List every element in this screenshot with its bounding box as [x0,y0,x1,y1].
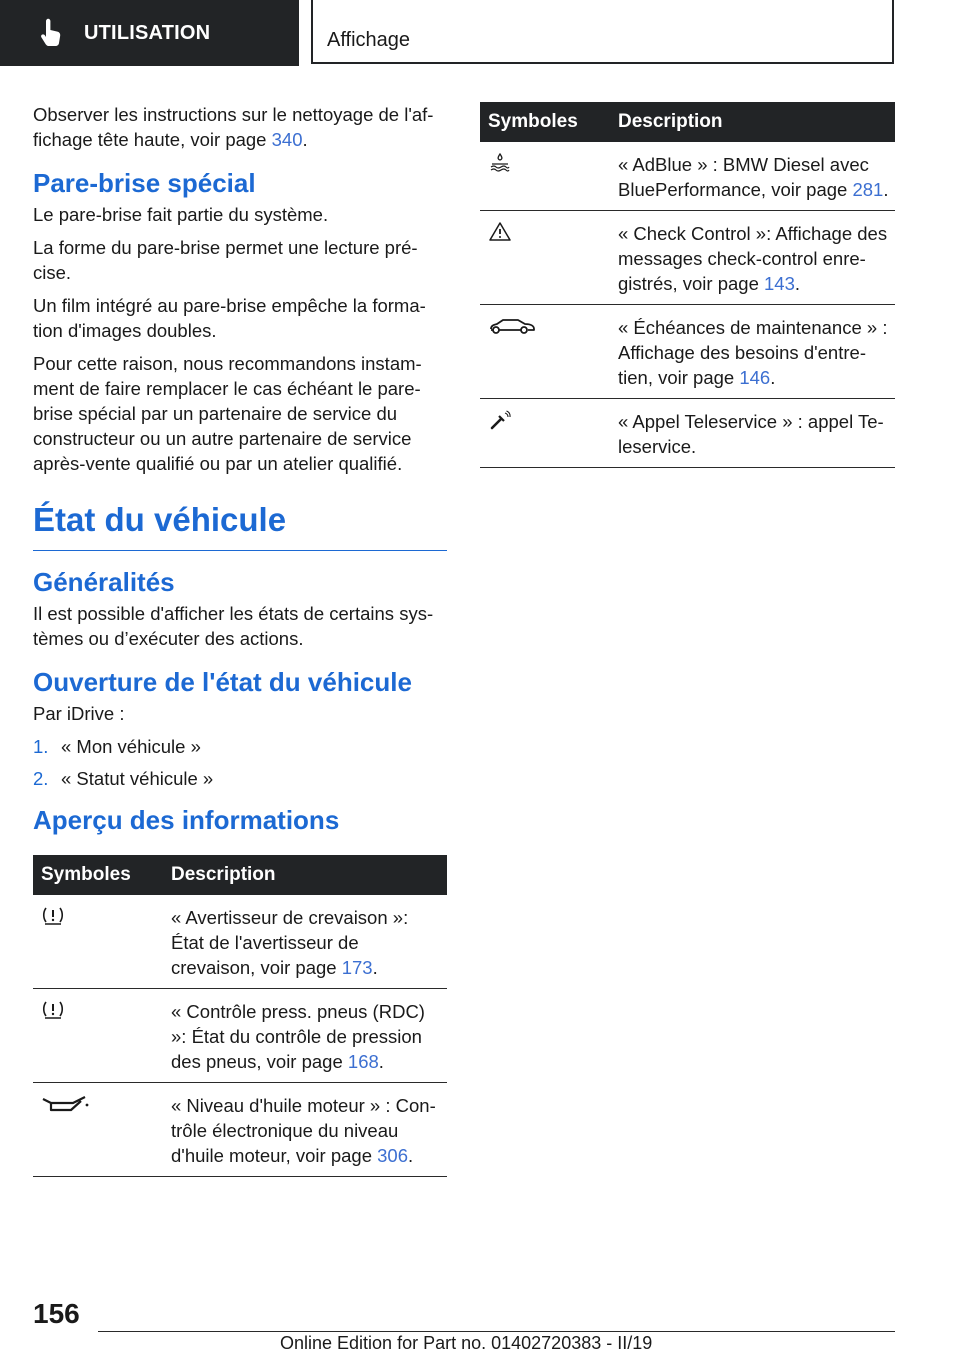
page-link-340[interactable]: 340 [271,129,303,150]
description-period: . [372,957,378,978]
symbol-cell [33,1083,165,1177]
heading-vehicle-state: État du véhicule [33,500,447,551]
heading-special-windshield: Pare-brise spécial [33,168,256,198]
symbols-table-left [33,855,447,1177]
description-text: « AdBlue » : BMW Diesel avec BluePerformance, voir page [618,154,869,200]
table-row [480,399,895,468]
steps-list [33,734,447,791]
col-header-description: Description [612,102,895,142]
heading-opening-vehicle-state: Ouverture de l'état du véhicule [33,667,412,697]
description-period: . [883,179,889,200]
description-text: « Niveau d'huile moteur » : Contrôle électronique du niveau d'huile moteur, voir page [171,1095,436,1166]
warning-triangle-icon [488,221,512,243]
teleservice-wrench-icon [488,409,512,431]
page-link-173[interactable]: 173 [341,957,373,978]
table-row [480,305,895,399]
col-header-symbols: Symboles [480,102,612,142]
page-link-281[interactable]: 281 [852,179,884,200]
windshield-paragraph-4: Pour cette raison, nous recommandons instamment de faire remplacer le cas échéant le pare-brise spécial par un partenaire de service du constructeur ou un autre partenaire de service après-vente qualifié ou par un atelier qualifié. [33,353,422,474]
page-title-box [311,0,894,64]
description-period: . [408,1145,414,1166]
description-cell [612,142,895,211]
description-period: . [794,273,801,294]
symbol-cell [480,305,612,399]
description-cell [165,895,447,989]
oil-can-icon [41,1093,91,1115]
description-text: « Appel Teleservice » : appel Teleservice. [618,411,884,457]
symbol-cell [33,989,165,1083]
note-period: . [302,129,308,150]
general-paragraph: Il est possible d'afficher les états de certains systèmes ou d’exécuter des actions. [33,603,434,649]
description-period: . [378,1051,384,1072]
table-row [33,1083,447,1177]
adblue-icon [488,152,512,174]
windshield-paragraph-3: Un film intégré au pare-brise empêche la formation d'images doubles. [33,295,426,341]
opening-intro: Par iDrive : [33,703,125,724]
list-item [33,734,447,759]
table-row [480,211,895,305]
page-link-143[interactable]: 143 [764,273,795,294]
section-tab [0,0,299,66]
footer-divider [98,1331,895,1332]
step-text: « Statut véhicule » [61,768,214,789]
description-cell [612,305,895,399]
page-link-168[interactable]: 168 [347,1051,379,1072]
description-period: . [770,367,776,388]
description-cell [612,399,895,468]
description-text: « Échéances de maintenance » : Affichage des besoins d'entretien, voir page [618,317,888,388]
hand-pointer-icon [38,18,64,48]
page-header [0,0,960,66]
tire-pressure-icon [41,999,65,1021]
heading-general: Généralités [33,567,175,597]
table-row [33,989,447,1083]
tire-warning-icon [41,905,65,927]
description-cell [165,989,447,1083]
page-link-306[interactable]: 306 [377,1145,409,1166]
edition-note: Online Edition for Part no. 01402720383 - II/19 [280,1333,653,1353]
hud-cleaning-note [33,102,447,152]
symbol-cell [33,895,165,989]
description-text: « Check Control »: Affichage des messages check-control enregistrés, voir page [618,223,888,294]
description-cell [165,1083,447,1177]
car-service-icon [488,315,538,337]
page-number: 156 [33,1298,80,1329]
step-number: 2. [33,768,49,789]
step-number: 1. [33,736,49,757]
list-item [33,766,447,791]
symbols-table-right [480,102,895,468]
left-column [33,102,447,1177]
description-text: « Contrôle press. pneus (RDC) »: État du contrôle de pression des pneus, voir page [171,1001,425,1072]
symbol-cell [480,399,612,468]
col-header-description: Description [165,855,447,895]
symbol-cell [480,142,612,211]
symbol-cell [480,211,612,305]
heading-info-overview: Aperçu des informations [33,805,340,835]
note-text: Observer les instructions sur le nettoyage de l'affichage tête haute, voir page [33,104,434,150]
page-title: Affichage [327,29,411,51]
section-label: UTILISATION [84,21,211,44]
table-row [33,895,447,989]
table-row [480,142,895,211]
step-text: « Mon véhicule » [61,736,201,757]
description-cell [612,211,895,305]
windshield-paragraph-2: La forme du pare-brise permet une lecture précise. [33,237,418,283]
windshield-paragraph-1: Le pare-brise fait partie du système. [33,204,329,225]
description-text: « Avertisseur de crevaison »: État de l'avertisseur de crevaison, voir page [171,907,409,978]
right-column [480,102,895,468]
col-header-symbols: Symboles [33,855,165,895]
page-link-146[interactable]: 146 [739,367,771,388]
